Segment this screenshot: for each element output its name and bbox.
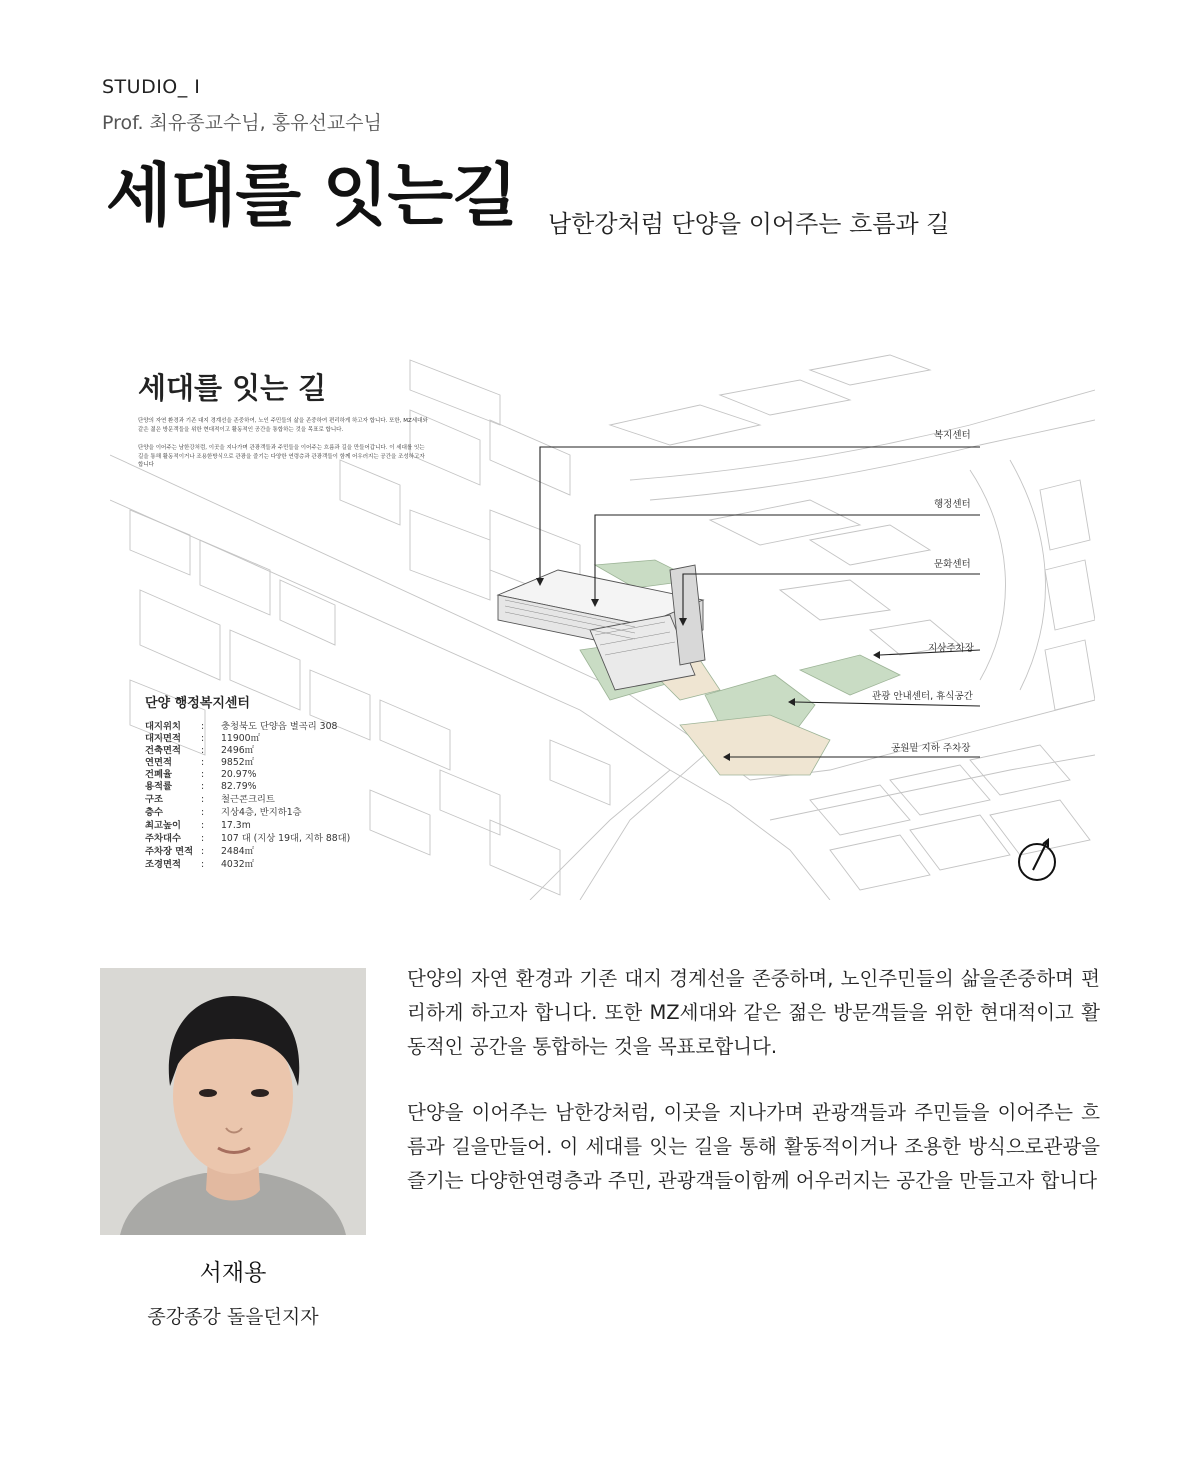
page-subtitle: 남한강처럼 단양을 이어주는 흐름과 길: [548, 210, 950, 238]
label-culture-center: 문화센터: [934, 559, 971, 570]
page-title: 세대를 잇는길: [106, 157, 517, 236]
student-name: 서재용: [199, 1260, 267, 1286]
label-tourist-center: 관광 안내센터, 휴식공간: [872, 691, 973, 702]
map-description-1: 단양의 자연 환경과 기존 대지 경계선을 존중하여, 노인 주민들의 삶을 존중하여 편리하게 하고자 합니다. 또한, MZ세대와 같은 젊은 방문객들을 위한 현대적이고 활동적인 공간을 통합하는 것을 목표로 합니다.: [138, 418, 428, 433]
profile-photo: [100, 968, 366, 1235]
north-arrow-icon: [1019, 840, 1055, 880]
info-row: 연면적 : 9852㎡: [145, 757, 254, 768]
info-row: 조경면적 : 4032㎡: [145, 859, 254, 870]
label-ground-parking: 지상주차장: [928, 643, 974, 654]
map-title: 세대를 잇는 길: [138, 371, 327, 405]
description-paragraph-2: 단양을 이어주는 남한강처럼, 이곳을 지나가며 관광객들과 주민들을 이어주는 흐름과 길을만들어. 이 세대를 잇는 길을 통해 활동적이거나 조용한 방식으로관광을 즐기는 다양한연령층과 주민, 관광객들이함께 어우러지는 공간을 만들고자 합니다: [407, 1101, 1100, 1192]
team-name: 종강종강 돌을던지자: [147, 1306, 319, 1328]
info-row: 건축면적 : 2496㎡: [145, 745, 254, 756]
label-underground-parking: 공원밑 지하 주차장: [891, 743, 971, 754]
info-row: 용적률 : 82.79%: [145, 781, 257, 792]
info-row: 최고높이 : 17.3m: [145, 820, 251, 831]
info-row: 층수 : 지상4층, 반지하1층: [145, 807, 302, 818]
professors-label: Prof. 최유종교수님, 홍유선교수님: [102, 112, 382, 134]
info-row: 구조 : 철근콘크리트: [145, 794, 275, 805]
studio-label: STUDIO_ I: [102, 76, 201, 98]
info-row: 주차장 면적 : 2484㎡: [145, 846, 254, 857]
info-row: 대지면적 : 11900㎡: [145, 733, 260, 744]
info-row: 건폐율 : 20.97%: [145, 769, 257, 780]
description-paragraph-1: 단양의 자연 환경과 기존 대지 경계선을 존중하며, 노인주민들의 삶을존중하며 편리하게 하고자 합니다. 또한 MZ세대와 같은 젊은 방문객들을 위한 현대적이고 활동적인 공간을 통합하는 것을 목표로합니다.: [407, 967, 1100, 1058]
map-description-2: 단양을 이어주는 남한강처럼, 이곳을 지나가며 관광객들과 주민들을 이어주는 흐름과 길을 만들어갑니다. 이 세대를 잇는 길을 통해 활동적이거나 조용한방식으로 관광을 즐기는 다양한 연령층과 관광객들이 함께 어우러지는 공간을 조성하고자 합니다: [138, 445, 425, 469]
label-welfare-center: 복지센터: [934, 430, 971, 441]
info-title: 단양 행정복지센터: [145, 696, 250, 711]
info-row: 대지위치 : 충청북도 단양읍 별곡리 308: [145, 721, 338, 732]
label-admin-center: 행정센터: [934, 499, 971, 510]
info-row: 주차대수 : 107 대 (지상 19대, 지하 88대): [145, 833, 351, 844]
